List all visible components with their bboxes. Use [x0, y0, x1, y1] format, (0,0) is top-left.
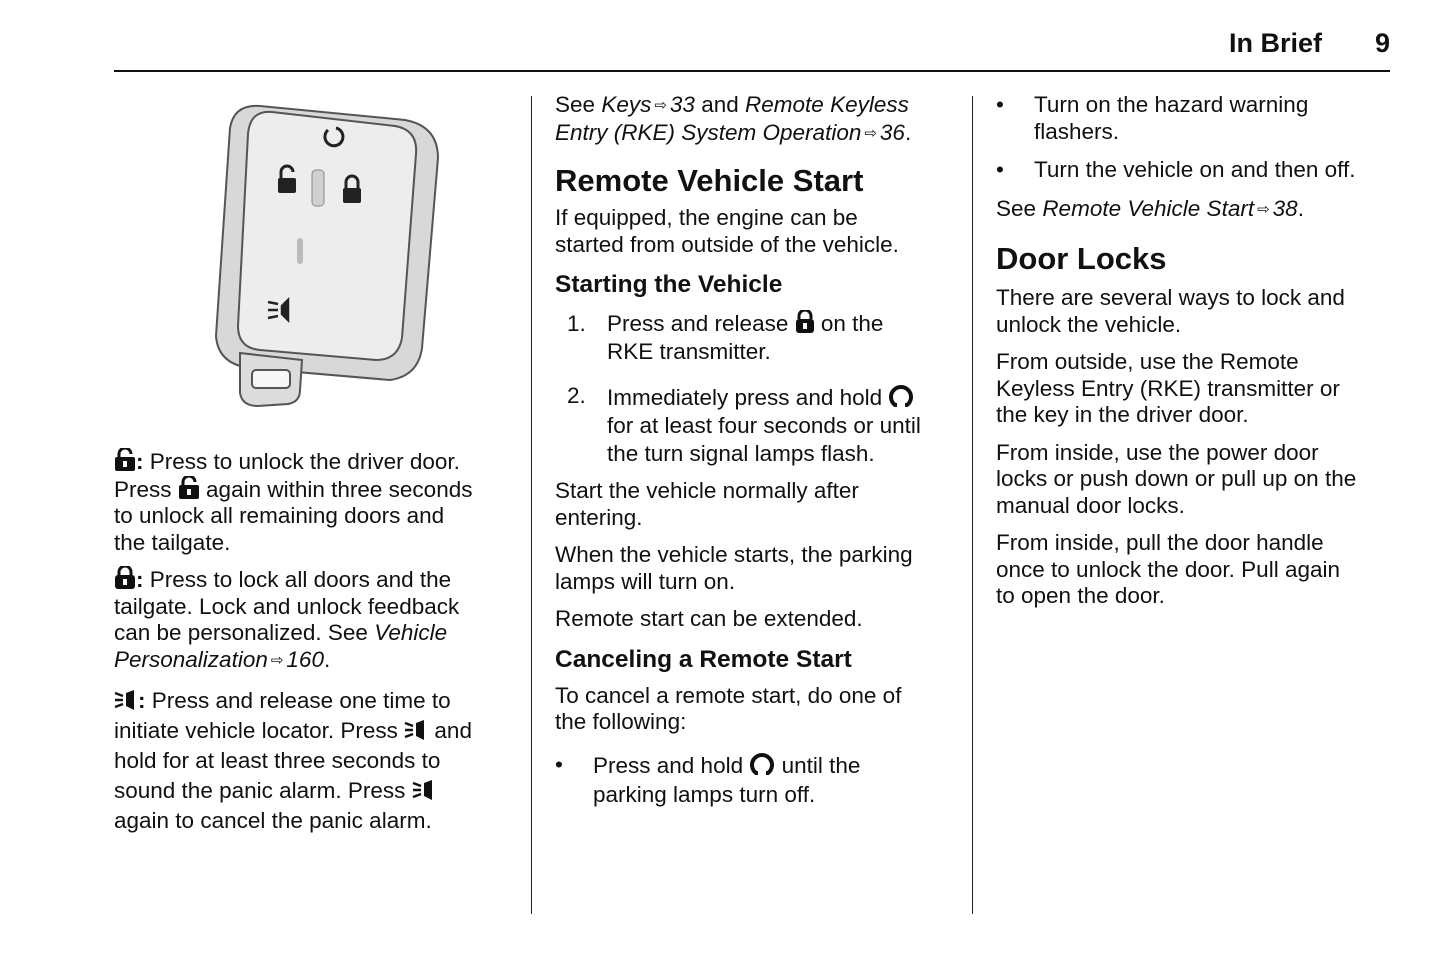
panic-alarm-icon: [412, 779, 436, 801]
unlock-description: : Press to unlock the driver door. Press again within three seconds to unlock all remaining doors and the tailgate.: [114, 449, 473, 555]
page-number: 9: [1374, 28, 1390, 58]
panic-alarm-icon: [268, 300, 288, 320]
start-normally-paragraph: Start the vehicle normally after entering.: [555, 478, 859, 530]
intro-paragraph: If equipped, the engine can be started from outside of the vehicle.: [555, 205, 899, 257]
from-outside-paragraph: From outside, use the Remote Keyless Entry (RKE) transmitter or the key in the driver door.: [996, 349, 1340, 427]
door-locks-intro: There are several ways to lock and unlock the vehicle.: [996, 285, 1345, 337]
parking-lamps-paragraph: When the vehicle starts, the parking lamps will turn on.: [555, 542, 913, 594]
cross-reference-icon: ⇨: [270, 651, 284, 669]
cross-reference-icon: ⇨: [1257, 200, 1270, 218]
cross-reference-icon: ⇨: [864, 124, 877, 142]
from-inside-locks-paragraph: From inside, use the power door locks or push down or pull up on the manual door locks.: [996, 439, 1357, 518]
lock-description: : Press to lock all doors and the tailgate. Lock and unlock feedback can be personalized. See Vehicle Personalization ⇨ 160.: [114, 567, 460, 672]
alarm-description: : Press and release one time to initiate vehicle locator. Press and hold for at least three seconds to sound the panic alarm. Press again to cancel the panic alarm.: [114, 688, 472, 833]
column-2: [555, 92, 960, 809]
step-1: 1. Press and release on the RKE transmitter.: [567, 311, 884, 364]
column-1-descriptions: [114, 448, 524, 836]
column-3: [996, 92, 1391, 610]
heading-canceling-remote-start: Canceling a Remote Start: [555, 645, 852, 673]
heading-door-locks: Door Locks: [996, 241, 1167, 276]
extended-paragraph: Remote start can be extended.: [555, 606, 863, 631]
unlock-icon: [178, 476, 200, 500]
cancel-bullet: • Press and hold until the parking lamps turn off.: [555, 751, 861, 807]
from-inside-handle-paragraph: From inside, pull the door handle once to unlock the door. Pull again to open the door.: [996, 530, 1340, 608]
column-divider: [531, 96, 532, 914]
heading-starting-the-vehicle: Starting the Vehicle: [555, 271, 783, 298]
lock-icon: [114, 566, 136, 590]
heading-remote-vehicle-start: Remote Vehicle Start: [555, 163, 864, 198]
section-title: In Brief: [1228, 28, 1322, 58]
remote-start-icon: [888, 382, 914, 408]
key-fob-illustration: [190, 98, 450, 408]
cross-reference-icon: ⇨: [654, 97, 667, 114]
panic-alarm-icon: [404, 719, 428, 741]
see-also-references: See Keys ⇨ 33 and Remote Keyless Entry (RKE) System Operation ⇨ 36.: [555, 92, 912, 145]
page-header: [114, 22, 1390, 72]
lock-icon: [795, 310, 815, 334]
remote-start-icon: [749, 750, 775, 776]
cancel-intro-paragraph: To cancel a remote start, do one of the following:: [555, 682, 902, 734]
unlock-icon: [114, 448, 136, 472]
see-remote-vehicle-start: See Remote Vehicle Start ⇨ 38.: [996, 195, 1304, 221]
column-divider: [972, 96, 973, 914]
step-2: 2. Immediately press and hold for at least four seconds or until the turn signal lamps flash.: [567, 383, 921, 466]
panic-alarm-icon: [114, 689, 138, 711]
hazard-bullet: • Turn on the hazard warning flashers.: [996, 92, 1309, 144]
on-off-bullet: • Turn the vehicle on and then off.: [996, 157, 1356, 182]
